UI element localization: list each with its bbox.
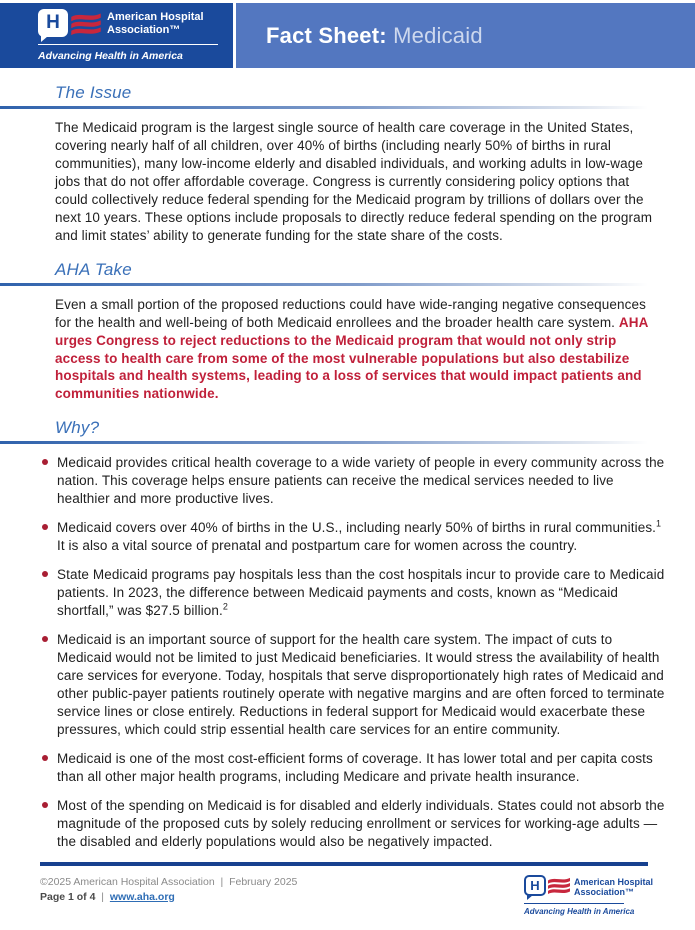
footer xyxy=(0,862,695,930)
bullet-text: Medicaid covers over 40% of births in the U.S., including nearly 50% of births in rural communities. xyxy=(57,520,657,536)
aha-logo-footer xyxy=(524,875,653,916)
page-title xyxy=(266,23,483,49)
section-heading-take: AHA Take xyxy=(55,259,132,279)
why-bullet-list xyxy=(42,454,667,850)
list-item xyxy=(42,750,667,786)
bullet-icon xyxy=(42,459,48,465)
footer-date: February 2025 xyxy=(229,875,298,888)
org-name-line1: American Hospital xyxy=(573,876,653,887)
aha-h-icon: H xyxy=(38,9,68,37)
list-item xyxy=(42,631,667,739)
issue-paragraph: The Medicaid program is the largest single source of health care coverage in the United States, covering nearly half of all children, over 40% of births (including nearly 50% of births in rural communities), many low-income elderly and disabled individuals, and working adults in low-wage jobs that do not offer affordable coverage. Congress is currently considering policy options that could collectively reduce federal spending for the Medicaid program by trillions of dollars over the next 10 years. These options include proposals to directly reduce federal spending on the program and limit states’ ability to generate funding for the state share of the costs. xyxy=(55,120,653,243)
bullet-text: Most of the spending on Medicaid is for disabled and elderly individuals. States could not absorb the magnitude of the proposed cuts by solely reducing enrollment or services for working-age adults — the disabled and elderly populations would also be negatively impacted. xyxy=(57,797,665,849)
page-number: Page 1 of 4 xyxy=(40,890,96,903)
org-name xyxy=(574,875,653,898)
page-title-label: Fact Sheet: xyxy=(266,22,387,48)
footnote-marker: 2 xyxy=(222,601,228,612)
header-title-panel xyxy=(236,3,695,68)
take-paragraph-normal: Even a small portion of the proposed reductions could have wide-ranging negative consequences for the health and well-being of both Medicaid enrollees and the broader health care system. xyxy=(55,296,646,330)
header xyxy=(0,3,695,68)
bullet-icon xyxy=(42,755,48,761)
logo-divider xyxy=(524,903,624,904)
list-item xyxy=(42,566,667,620)
section-heading-why: Why? xyxy=(55,418,100,438)
flag-icon xyxy=(71,10,101,36)
list-item xyxy=(42,519,667,555)
heading-rule-issue xyxy=(0,106,648,109)
list-item xyxy=(42,797,667,851)
org-name xyxy=(107,9,204,37)
footer-separator: | xyxy=(220,875,224,888)
footer-rule xyxy=(40,862,648,866)
bullet-text: Medicaid provides critical health coverage to a wide variety of people in every community across the nation. This coverage helps ensure patients can receive the medical services needed to live healthier and more productive lives. xyxy=(57,455,665,507)
section-heading-issue: The Issue xyxy=(55,83,132,102)
footnote-marker: 1 xyxy=(656,518,662,529)
page-title-value: Medicaid xyxy=(393,22,483,48)
footer-page-line xyxy=(40,890,297,905)
aha-h-icon: H xyxy=(524,875,546,896)
footer-copyright-line xyxy=(40,875,297,890)
heading-rule-take xyxy=(0,283,648,286)
bullet-icon xyxy=(42,636,48,642)
document-body xyxy=(0,68,695,862)
bullet-text: Medicaid is one of the most cost-efficient forms of coverage. It has lower total and per capita costs than all other major health programs, including Medicare and private health insurance. xyxy=(57,750,653,784)
logo-divider xyxy=(38,44,218,45)
logo-tagline: Advancing Health in America xyxy=(38,50,183,62)
take-paragraph-emphasis: AHA urges Congress to reject reductions to the Medicaid program that would not only strip access to health care from some of the most vulnerable populations but also destabilize hospitals and health systems, leading to a loss of services that would impact patients and communities nationwide. xyxy=(55,314,648,402)
aha-logo-row xyxy=(524,875,653,898)
footer-text-block xyxy=(40,875,297,916)
copyright-text: ©2025 American Hospital Association xyxy=(40,875,215,888)
bullet-text: Medicaid is an important source of support for the health care system. The impact of cuts to Medicaid would not be limited to just Medicaid beneficiaries. It would stress the availability of health care services for everyone. Today, hospitals that serve disproportionately high rates of Medicaid and other public-payer patients routinely operate with negative margins and are often forced to terminate service lines or close entirely. Reductions in federal support for Medicaid would exacerbate these pressures, which could strip essential health care services for an entire community. xyxy=(57,632,665,737)
logo-tagline: Advancing Health in America xyxy=(523,906,635,916)
flag-icon xyxy=(548,875,570,895)
list-item xyxy=(42,454,667,508)
aha-website-link[interactable]: www.aha.org xyxy=(109,890,175,903)
bullet-icon xyxy=(42,802,48,808)
org-name-line2: Association™ xyxy=(573,887,634,897)
footer-separator: | xyxy=(101,890,105,903)
bullet-text-after: It is also a vital source of prenatal and postpartum care for women across the country. xyxy=(57,538,578,554)
take-paragraph xyxy=(55,296,660,404)
bullet-icon xyxy=(42,524,48,530)
bullet-icon xyxy=(42,571,48,577)
aha-logo-row xyxy=(38,9,221,37)
bullet-text: State Medicaid programs pay hospitals less than the cost hospitals incur to provide care to Medicaid patients. In 2023, the difference between Medicaid payments and costs, known as “Medicaid shortfall,” was $27.5 billion. xyxy=(57,567,665,619)
org-name-line2: Association™ xyxy=(107,24,181,36)
aha-logo xyxy=(0,3,233,68)
heading-rule-why xyxy=(0,441,648,444)
org-name-line1: American Hospital xyxy=(107,11,204,23)
